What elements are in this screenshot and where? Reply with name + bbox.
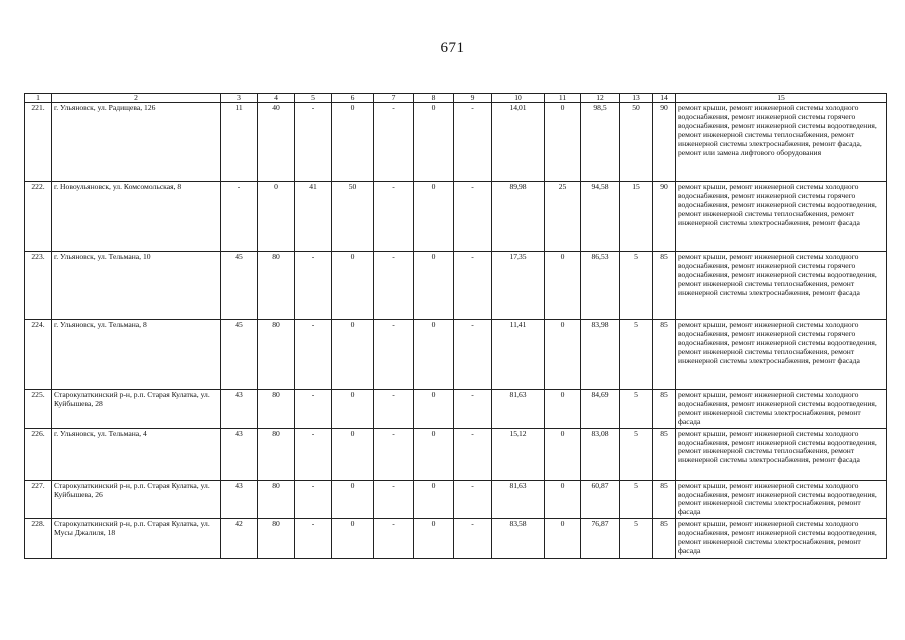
column-header: 15 xyxy=(676,94,887,103)
repair-program-table xyxy=(24,93,887,559)
address-cell: г. Ульяновск, ул. Радищева, 126 xyxy=(52,103,221,182)
table-row xyxy=(25,390,887,429)
column-header: 6 xyxy=(332,94,374,103)
col-6-cell: 0 xyxy=(332,390,374,429)
col-3-cell: 42 xyxy=(221,519,258,559)
column-header: 9 xyxy=(454,94,492,103)
col-6-cell: 0 xyxy=(332,252,374,320)
page-number: 671 xyxy=(440,40,465,56)
col-10-cell: 17,35 xyxy=(492,252,545,320)
table-header-row xyxy=(25,94,887,103)
col-11-cell: 0 xyxy=(545,428,581,480)
col-5-cell: - xyxy=(295,320,332,390)
row-number: 227. xyxy=(25,480,52,519)
works-cell: ремонт крыши, ремонт инженерной системы холодного водоснабжения, ремонт инженерной системы водоотведения, ремонт инженерной системы электроснабжения, ремонт фасада xyxy=(676,480,887,519)
col-9-cell: - xyxy=(454,519,492,559)
column-header: 14 xyxy=(653,94,676,103)
col-12-cell: 86,53 xyxy=(581,252,620,320)
col-7-cell: - xyxy=(374,320,414,390)
col-8-cell: 0 xyxy=(414,252,454,320)
table-row xyxy=(25,480,887,519)
col-8-cell: 0 xyxy=(414,428,454,480)
col-11-cell: 0 xyxy=(545,390,581,429)
col-13-cell: 5 xyxy=(620,519,653,559)
col-9-cell: - xyxy=(454,252,492,320)
column-header: 11 xyxy=(545,94,581,103)
col-6-cell: 0 xyxy=(332,428,374,480)
col-14-cell: 85 xyxy=(653,390,676,429)
column-header: 2 xyxy=(52,94,221,103)
column-header: 13 xyxy=(620,94,653,103)
col-10-cell: 11,41 xyxy=(492,320,545,390)
col-4-cell: 80 xyxy=(258,428,295,480)
column-header: 4 xyxy=(258,94,295,103)
col-4-cell: 80 xyxy=(258,252,295,320)
col-3-cell: 45 xyxy=(221,320,258,390)
col-11-cell: 0 xyxy=(545,252,581,320)
col-4-cell: 80 xyxy=(258,480,295,519)
col-12-cell: 76,87 xyxy=(581,519,620,559)
col-5-cell: - xyxy=(295,428,332,480)
col-7-cell: - xyxy=(374,519,414,559)
col-9-cell: - xyxy=(454,390,492,429)
address-cell: г. Новоульяновск, ул. Комсомольская, 8 xyxy=(52,182,221,252)
col-5-cell: - xyxy=(295,519,332,559)
col-11-cell: 0 xyxy=(545,519,581,559)
col-4-cell: 40 xyxy=(258,103,295,182)
col-14-cell: 85 xyxy=(653,320,676,390)
col-12-cell: 60,87 xyxy=(581,480,620,519)
row-number: 224. xyxy=(25,320,52,390)
col-5-cell: - xyxy=(295,252,332,320)
col-13-cell: 5 xyxy=(620,480,653,519)
column-header: 10 xyxy=(492,94,545,103)
works-cell: ремонт крыши, ремонт инженерной системы холодного водоснабжения, ремонт инженерной системы горячего водоснабжения, ремонт инженерной системы водоотведения, ремонт инженерной системы теплоснабжения, ремонт инженерной системы электроснабжения, ремонт фасада xyxy=(676,320,887,390)
col-13-cell: 50 xyxy=(620,103,653,182)
col-13-cell: 15 xyxy=(620,182,653,252)
col-8-cell: 0 xyxy=(414,320,454,390)
col-9-cell: - xyxy=(454,428,492,480)
table-row xyxy=(25,428,887,480)
col-12-cell: 94,58 xyxy=(581,182,620,252)
col-9-cell: - xyxy=(454,103,492,182)
col-7-cell: - xyxy=(374,480,414,519)
col-3-cell: 45 xyxy=(221,252,258,320)
col-9-cell: - xyxy=(454,480,492,519)
col-4-cell: 80 xyxy=(258,390,295,429)
col-7-cell: - xyxy=(374,428,414,480)
table-row xyxy=(25,182,887,252)
col-12-cell: 83,98 xyxy=(581,320,620,390)
col-3-cell: 43 xyxy=(221,480,258,519)
col-10-cell: 15,12 xyxy=(492,428,545,480)
col-3-cell: - xyxy=(221,182,258,252)
address-cell: Старокулаткинский р-н, р.п. Старая Кулатка, ул. Куйбышева, 26 xyxy=(52,480,221,519)
row-number: 225. xyxy=(25,390,52,429)
col-8-cell: 0 xyxy=(414,103,454,182)
col-10-cell: 81,63 xyxy=(492,390,545,429)
column-header: 5 xyxy=(295,94,332,103)
col-11-cell: 0 xyxy=(545,320,581,390)
col-14-cell: 90 xyxy=(653,182,676,252)
col-4-cell: 80 xyxy=(258,519,295,559)
row-number: 226. xyxy=(25,428,52,480)
col-9-cell: - xyxy=(454,320,492,390)
col-14-cell: 85 xyxy=(653,519,676,559)
col-12-cell: 84,69 xyxy=(581,390,620,429)
col-11-cell: 25 xyxy=(545,182,581,252)
column-header: 3 xyxy=(221,94,258,103)
col-7-cell: - xyxy=(374,182,414,252)
works-cell: ремонт крыши, ремонт инженерной системы холодного водоснабжения, ремонт инженерной системы водоотведения, ремонт инженерной системы электроснабжения, ремонт фасада xyxy=(676,390,887,429)
col-5-cell: - xyxy=(295,390,332,429)
col-5-cell: - xyxy=(295,103,332,182)
col-8-cell: 0 xyxy=(414,519,454,559)
works-cell: ремонт крыши, ремонт инженерной системы холодного водоснабжения, ремонт инженерной системы водоотведения, ремонт инженерной системы теплоснабжения, ремонт инженерной системы электроснабжения, ремонт фасада xyxy=(676,428,887,480)
col-6-cell: 50 xyxy=(332,182,374,252)
col-7-cell: - xyxy=(374,390,414,429)
col-11-cell: 0 xyxy=(545,480,581,519)
col-13-cell: 5 xyxy=(620,320,653,390)
col-11-cell: 0 xyxy=(545,103,581,182)
col-10-cell: 89,98 xyxy=(492,182,545,252)
col-3-cell: 11 xyxy=(221,103,258,182)
col-3-cell: 43 xyxy=(221,390,258,429)
row-number: 223. xyxy=(25,252,52,320)
col-6-cell: 0 xyxy=(332,480,374,519)
column-header: 8 xyxy=(414,94,454,103)
col-4-cell: 0 xyxy=(258,182,295,252)
table-row xyxy=(25,320,887,390)
col-12-cell: 83,08 xyxy=(581,428,620,480)
col-6-cell: 0 xyxy=(332,320,374,390)
col-12-cell: 98,5 xyxy=(581,103,620,182)
col-13-cell: 5 xyxy=(620,390,653,429)
col-8-cell: 0 xyxy=(414,480,454,519)
row-number: 228. xyxy=(25,519,52,559)
works-cell: ремонт крыши, ремонт инженерной системы холодного водоснабжения, ремонт инженерной системы горячего водоснабжения, ремонт инженерной системы водоотведения, ремонт инженерной системы теплоснабжения, ремонт инженерной системы электроснабжения, ремонт фасада xyxy=(676,252,887,320)
col-10-cell: 83,58 xyxy=(492,519,545,559)
column-header: 7 xyxy=(374,94,414,103)
col-6-cell: 0 xyxy=(332,103,374,182)
col-5-cell: 41 xyxy=(295,182,332,252)
works-cell: ремонт крыши, ремонт инженерной системы холодного водоснабжения, ремонт инженерной системы водоотведения, ремонт инженерной системы электроснабжения, ремонт фасада xyxy=(676,519,887,559)
row-number: 221. xyxy=(25,103,52,182)
col-7-cell: - xyxy=(374,252,414,320)
col-3-cell: 43 xyxy=(221,428,258,480)
col-14-cell: 85 xyxy=(653,428,676,480)
col-7-cell: - xyxy=(374,103,414,182)
row-number: 222. xyxy=(25,182,52,252)
table-row xyxy=(25,252,887,320)
address-cell: г. Ульяновск, ул. Тельмана, 4 xyxy=(52,428,221,480)
col-13-cell: 5 xyxy=(620,252,653,320)
col-14-cell: 85 xyxy=(653,252,676,320)
col-9-cell: - xyxy=(454,182,492,252)
col-8-cell: 0 xyxy=(414,182,454,252)
works-cell: ремонт крыши, ремонт инженерной системы холодного водоснабжения, ремонт инженерной системы горячего водоснабжения, ремонт инженерной системы водоотведения, ремонт инженерной системы теплоснабжения, ремонт инженерной системы электроснабжения, ремонт фасада, ремонт или замена лифтового оборудования xyxy=(676,103,887,182)
col-10-cell: 81,63 xyxy=(492,480,545,519)
works-cell: ремонт крыши, ремонт инженерной системы холодного водоснабжения, ремонт инженерной системы горячего водоснабжения, ремонт инженерной системы водоотведения, ремонт инженерной системы теплоснабжения, ремонт инженерной системы электроснабжения, ремонт фасада xyxy=(676,182,887,252)
address-cell: г. Ульяновск, ул. Тельмана, 8 xyxy=(52,320,221,390)
address-cell: Старокулаткинский р-н, р.п. Старая Кулатка, ул. Мусы Джалиля, 18 xyxy=(52,519,221,559)
col-5-cell: - xyxy=(295,480,332,519)
table-row xyxy=(25,103,887,182)
column-header: 1 xyxy=(25,94,52,103)
col-13-cell: 5 xyxy=(620,428,653,480)
col-6-cell: 0 xyxy=(332,519,374,559)
col-10-cell: 14,01 xyxy=(492,103,545,182)
table-row xyxy=(25,519,887,559)
address-cell: г. Ульяновск, ул. Тельмана, 10 xyxy=(52,252,221,320)
col-14-cell: 90 xyxy=(653,103,676,182)
column-header: 12 xyxy=(581,94,620,103)
address-cell: Старокулаткинский р-н, р.п. Старая Кулатка, ул. Куйбышева, 28 xyxy=(52,390,221,429)
col-8-cell: 0 xyxy=(414,390,454,429)
col-4-cell: 80 xyxy=(258,320,295,390)
col-14-cell: 85 xyxy=(653,480,676,519)
